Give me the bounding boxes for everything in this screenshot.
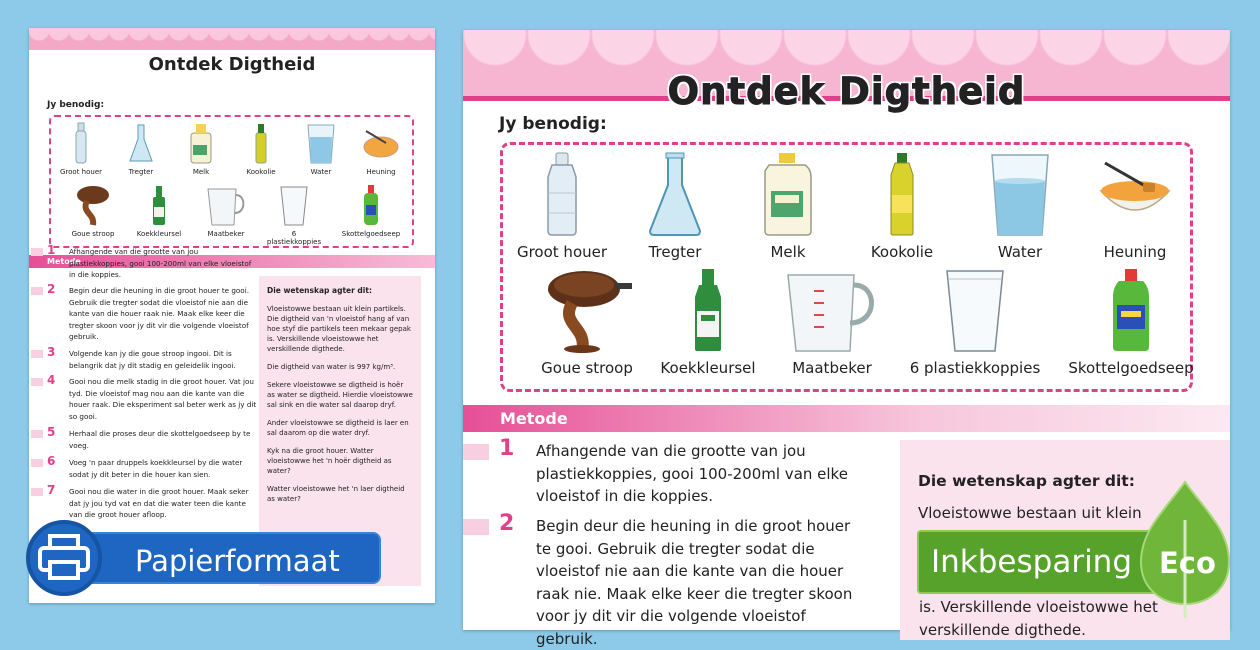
big-step <box>499 436 869 508</box>
paper-size-label: Papierformaat <box>135 544 340 578</box>
material-item <box>648 267 768 377</box>
material-label: Skottelgoedseep <box>1068 359 1194 377</box>
bottle-icon <box>73 121 89 165</box>
eco-label: Eco <box>1159 546 1216 580</box>
small-material-item <box>351 121 411 176</box>
small-material-label: Maatbeker <box>207 230 245 238</box>
science-title: Die wetenskap agter dit: <box>918 472 1135 490</box>
step-number: 1 <box>47 243 56 257</box>
measuring-jug-icon <box>784 267 880 353</box>
small-material-item <box>264 183 324 246</box>
material-label: 6 plastiekkoppies <box>909 359 1041 377</box>
honey-bowl-icon <box>1095 151 1175 237</box>
bottle-icon <box>542 151 582 237</box>
scallop-header <box>29 28 435 50</box>
material-item <box>728 151 848 261</box>
small-material-label: Tregter <box>128 168 154 176</box>
step-number: 3 <box>47 345 56 359</box>
dish-soap-icon <box>362 183 380 227</box>
step-text: Gooi nou die melk stadig in die groot houer. Vat jou tyd. Die vloeistof mag nou aan die kante van die houer raak. Die eksperiment sal beter werk as jy dit so gooi. <box>69 377 257 421</box>
small-step <box>47 373 257 422</box>
small-material-item <box>171 121 231 176</box>
food-colouring-icon <box>151 183 167 227</box>
material-label: Water <box>997 243 1043 261</box>
big-needs-label: Jy benodig: <box>499 114 607 134</box>
small-material-label: Melk <box>192 168 210 176</box>
step-tab <box>31 378 43 386</box>
step-number: 1 <box>499 436 515 461</box>
milk-jug-icon <box>189 121 213 165</box>
step-tab <box>31 287 43 295</box>
step-text: Volgende kan jy die goue stroop ingooi. Dit is belangrik dat jy dit stadig en geleidelik ingooi. <box>69 349 236 370</box>
ink-saving-label: Inkbesparing <box>931 544 1133 580</box>
measuring-jug-icon <box>204 183 248 227</box>
step-tab <box>31 350 43 358</box>
step-number: 6 <box>47 454 56 468</box>
step-tab <box>31 248 43 256</box>
paper-size-badge[interactable] <box>8 520 381 595</box>
material-label: Tregter <box>648 243 702 261</box>
ink-saving-badge[interactable] <box>917 480 1250 639</box>
step-text: Voeg 'n paar druppels koekkleursel by die water sodat jy dit beter in die houer kan sien. <box>69 458 243 479</box>
small-step <box>47 425 257 451</box>
plastic-cup-icon <box>279 183 309 227</box>
big-method-header: Metode <box>463 405 1230 432</box>
small-step <box>47 282 257 343</box>
material-label: Melk <box>770 243 806 261</box>
small-material-item <box>129 183 189 238</box>
material-item <box>960 151 1080 261</box>
honey-bowl-icon <box>362 121 400 165</box>
science-tail-line: verskillende digthede. <box>919 621 1086 639</box>
step-text: Afhangende van die grootte van jou plastiekkoppies, gooi 100-200ml van elke vloeistof in die koppies. <box>69 247 252 279</box>
material-item <box>1075 151 1195 261</box>
science-paragraph: Kyk na die groot houer. Watter vloeistowwe het 'n hoër digtheid as water? <box>267 447 392 475</box>
small-materials-box <box>49 115 414 248</box>
small-material-label: Koekkleursel <box>136 230 182 238</box>
water-glass-icon <box>988 151 1052 237</box>
small-page-preview <box>29 28 435 603</box>
step-number: 7 <box>47 483 56 497</box>
small-material-label: Goue stroop <box>71 230 115 238</box>
small-material-label: 6 plastiekkoppies <box>266 230 322 246</box>
small-material-item <box>291 121 351 176</box>
oil-bottle-icon <box>887 151 917 237</box>
step-number: 2 <box>47 282 56 296</box>
oil-bottle-icon <box>253 121 269 165</box>
small-step <box>47 243 257 281</box>
step-tab <box>31 488 43 496</box>
step-number: 2 <box>499 511 515 536</box>
big-page-title: Ontdek Digtheid <box>667 70 1026 113</box>
small-material-label: Kookolie <box>246 168 276 176</box>
small-method-header: Metode <box>29 255 435 268</box>
science-paragraph: Vloeistowwe bestaan uit klein <box>918 504 1142 522</box>
funnel-icon <box>648 151 702 237</box>
material-label: Groot houer <box>516 243 608 261</box>
step-number: 4 <box>47 373 56 387</box>
small-material-label: Heuning <box>366 168 396 176</box>
small-material-label: Water <box>310 168 332 176</box>
step-number: 5 <box>47 425 56 439</box>
science-title: Die wetenskap agter dit: <box>267 286 372 295</box>
small-material-item <box>196 183 256 238</box>
small-material-item <box>111 121 171 176</box>
water-glass-icon <box>305 121 337 165</box>
science-paragraph: Watter vloeistowwe het 'n laer digtheid as water? <box>267 485 405 503</box>
small-page-title: Ontdek Digtheid <box>29 54 435 75</box>
funnel-icon <box>128 121 154 165</box>
small-material-item <box>231 121 291 176</box>
small-material-item <box>63 183 123 238</box>
material-item <box>1061 267 1201 377</box>
material-label: Goue stroop <box>541 359 633 377</box>
small-material-label: Groot houer <box>59 168 103 176</box>
material-label: Heuning <box>1103 243 1167 261</box>
step-text: Begin deur die heuning in die groot houer te gooi. Gebruik die tregter sodat die vloeistof nie aan die kante van die houer raak nie. Maak elke keer die tregter skoon voor jy dit vir die volgende vloeistof gebruik. <box>69 286 249 341</box>
material-label: Koekkleursel <box>660 359 756 377</box>
small-material-item <box>341 183 401 238</box>
printer-icon <box>30 524 98 592</box>
step-text: Afhangende van die grootte van jou plastiekkoppies, gooi 100-200ml van elke vloeistof in die koppies. <box>536 442 848 505</box>
material-item <box>615 151 735 261</box>
material-label: Maatbeker <box>792 359 872 377</box>
small-step <box>47 454 257 480</box>
small-material-label: Skottelgoedseep <box>341 230 401 238</box>
small-step <box>47 483 257 521</box>
step-tab <box>463 519 489 535</box>
small-needs-label: Jy benodig: <box>47 100 105 110</box>
step-text: Herhaal die proses deur die skottelgoedseep by te voeg. <box>69 429 251 450</box>
big-step <box>499 511 869 650</box>
syrup-pour-icon <box>542 267 632 353</box>
science-paragraph: Vloeistowwe bestaan uit klein partikels. Die digtheid van 'n vloeistof hang af van hoe styf die partikels teen mekaar gepak is. Verskillende vloeistowwe het verskillende digthede. <box>267 305 411 353</box>
step-tab <box>463 444 489 460</box>
small-step <box>47 345 257 371</box>
step-text: Begin deur die heuning in die groot houer te gooi. Gebruik die tregter sodat die vloeistof nie aan die kante van die houer raak nie. Maak elke keer die tregter skoon voor jy dit vir die volgende vloeistof gebruik. <box>536 517 853 648</box>
material-item <box>527 267 647 377</box>
material-item <box>895 267 1055 377</box>
syrup-pour-icon <box>73 183 113 227</box>
material-item <box>772 267 892 377</box>
science-tail-line: is. Verskillende vloeistowwe het <box>919 598 1158 616</box>
dish-soap-icon <box>1111 267 1151 353</box>
step-tab <box>31 459 43 467</box>
material-item <box>502 151 622 261</box>
science-paragraph: Die digtheid van water is 997 kg/m³. <box>267 363 396 371</box>
small-material-item <box>51 121 111 176</box>
material-label: Kookolie <box>870 243 934 261</box>
food-colouring-icon <box>691 267 725 353</box>
big-materials-box <box>500 142 1193 392</box>
science-paragraph: Ander vloeistowwe se digtheid is laer en sal daarom op die water dryf. <box>267 419 409 437</box>
milk-jug-icon <box>761 151 815 237</box>
step-text: Gooi nou die water in die groot houer. Maak seker dat jy jou tyd vat en dat die water teen die kante van die groot houer afloop. <box>69 487 249 519</box>
step-tab <box>31 430 43 438</box>
plastic-cup-icon <box>945 267 1005 353</box>
science-paragraph: Sekere vloeistowwe se digtheid is hoër as water se digtheid. Hierdie vloeistowwe sal sink en die water sal daarop dryf. <box>267 381 413 409</box>
material-item <box>842 151 962 261</box>
printer-icon-circle <box>26 520 102 596</box>
